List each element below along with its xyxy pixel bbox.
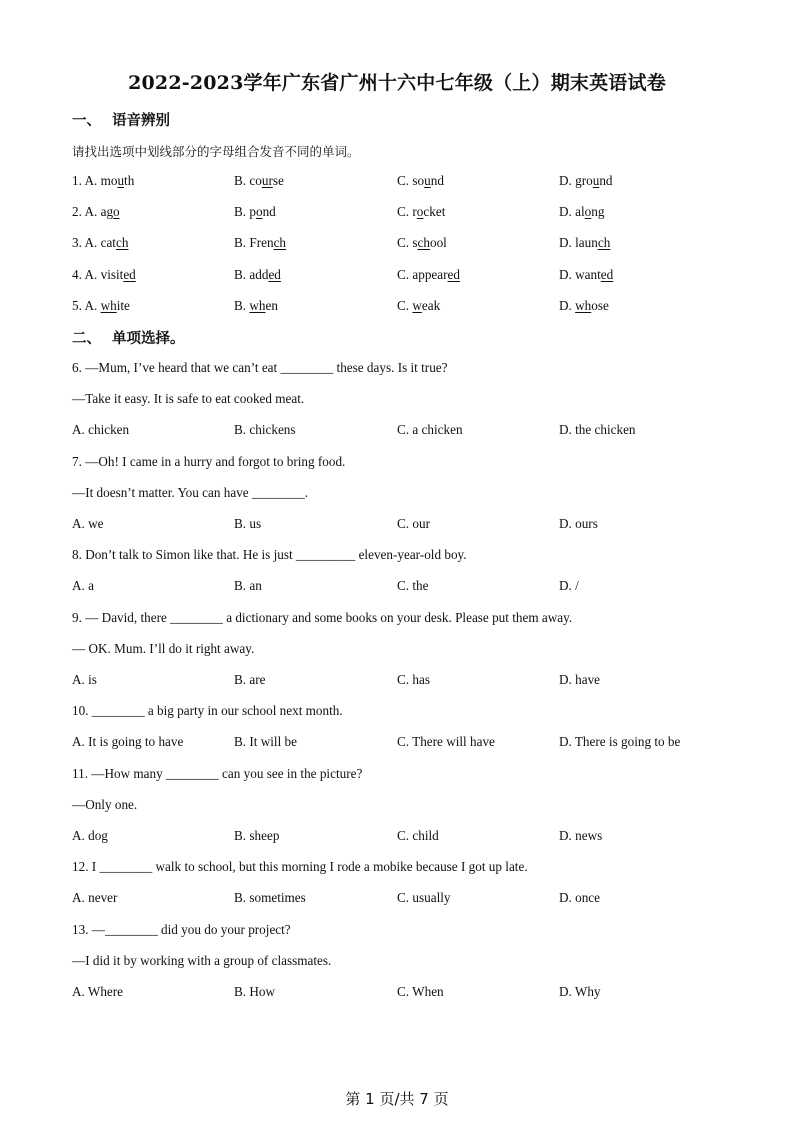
question-stem: 9. — David, there ________ a dictionary and some books on your desk. Please put them away.: [72, 609, 573, 625]
option-letter: B.: [234, 235, 247, 251]
phonics-option: [397, 204, 445, 220]
word-part: p: [249, 204, 256, 220]
word-part: nd: [599, 173, 613, 188]
option-letter: B.: [234, 297, 247, 313]
answer-option: A. we: [72, 516, 104, 531]
word-part: laun: [575, 235, 598, 251]
underlined-letters: o: [113, 204, 120, 220]
section-number: 一、: [72, 113, 101, 129]
answer-option: C. the: [397, 578, 429, 594]
question-stem: 7. —Oh! I came in a hurry and forgot to bring food.: [72, 453, 346, 469]
answer-option: B. It will be: [234, 734, 298, 750]
underlined-letters: o: [584, 204, 592, 220]
word-part: co: [249, 173, 262, 188]
option-letter: A.: [84, 266, 98, 282]
word-part: nd: [430, 173, 444, 188]
underlined-letters: o: [255, 204, 263, 220]
underlined-letters: ch: [417, 235, 430, 251]
answer-option: B. are: [234, 672, 266, 687]
question-stem: 13. —________ did you do your project?: [72, 921, 291, 937]
question-stem: 12. I ________ walk to school, but this morning I rode a mobike because I got up late.: [72, 859, 528, 875]
phonics-option: [397, 235, 447, 251]
question-number: 5.: [72, 297, 82, 313]
phonics-option: [72, 235, 128, 251]
answer-option: B. How: [234, 984, 276, 999]
question-number: 2.: [72, 204, 82, 220]
word-part: gro: [575, 173, 593, 188]
answer-option: C. a chicken: [397, 422, 463, 438]
answer-option: A. Where: [72, 984, 124, 999]
answer-option: A. is: [72, 672, 97, 687]
underlined-letters: w: [412, 297, 422, 313]
word-part: Fren: [249, 235, 274, 251]
word-part: want: [575, 266, 601, 282]
option-letter: B.: [234, 266, 247, 282]
option-letter: A.: [84, 204, 98, 220]
phonics-option: [72, 204, 120, 220]
answer-option: A. dog: [72, 828, 108, 843]
underlined-letters: o: [416, 204, 424, 220]
answer-option: D. There is going to be: [559, 734, 681, 750]
answer-option: D. once: [559, 890, 601, 906]
answer-option: A. It is going to have: [72, 734, 184, 750]
phonics-option: [234, 267, 281, 283]
answer-option: C. our: [397, 516, 430, 531]
answer-option: B. chickens: [234, 422, 296, 438]
word-part: se: [272, 173, 284, 188]
section-heading-multiple-choice: [72, 327, 185, 348]
word-part: cat: [100, 235, 116, 251]
underlined-letters: ch: [273, 235, 287, 251]
question-number: 1.: [72, 173, 82, 188]
answer-option: A. chicken: [72, 422, 130, 438]
page-footer: 第 1 页/共 7 页: [345, 1090, 449, 1108]
question-stem: 6. —Mum, I’ve heard that we can’t eat ________ these days. Is it true?: [72, 360, 448, 375]
word-part: visit: [100, 266, 124, 282]
phonics-option: [559, 298, 609, 314]
option-letter: C.: [397, 297, 410, 313]
phonics-option: [559, 173, 613, 189]
word-part: ool: [429, 235, 447, 251]
underlined-letters: ed: [447, 266, 460, 282]
answer-option: A. a: [72, 578, 94, 594]
phonics-option: [559, 204, 604, 220]
answer-option: C. has: [397, 672, 430, 687]
question-dialogue-line: —I did it by working with a group of classmates.: [72, 952, 332, 968]
option-letter: A.: [84, 235, 98, 251]
phonics-option: [234, 173, 284, 189]
option-letter: A.: [84, 297, 98, 313]
section-label: 单项选择。: [112, 331, 185, 347]
answer-option: D. news: [559, 828, 603, 843]
word-part: mo: [100, 173, 118, 188]
option-letter: C.: [397, 235, 410, 251]
answer-option: A. never: [72, 890, 118, 906]
answer-option: B. sometimes: [234, 890, 306, 906]
option-letter: D.: [559, 297, 572, 313]
phonics-option: [72, 173, 134, 189]
answer-option: D. the chicken: [559, 422, 636, 438]
underlined-letters: ed: [600, 266, 614, 282]
phonics-option: [234, 235, 286, 251]
underlined-letters: u: [117, 173, 125, 188]
answer-option: C. There will have: [397, 734, 495, 750]
underlined-letters: ed: [268, 266, 281, 282]
underlined-letters: ch: [597, 235, 611, 251]
underlined-letters: ed: [123, 266, 136, 282]
question-stem: 10. ________ a big party in our school next month.: [72, 703, 343, 719]
underlined-letters: ch: [115, 235, 129, 251]
word-part: r: [412, 204, 417, 220]
section-number: 二、: [72, 331, 101, 347]
word-part: so: [412, 173, 425, 188]
question-number: 4.: [72, 266, 82, 282]
answer-option: C. usually: [397, 890, 451, 906]
option-letter: C.: [397, 173, 410, 188]
underlined-letters: ur: [261, 173, 273, 188]
option-letter: D.: [559, 204, 572, 220]
section-label: 语音辨别: [112, 113, 170, 129]
answer-option: C. When: [397, 984, 444, 999]
option-letter: D.: [559, 266, 572, 282]
phonics-option: [72, 267, 136, 283]
word-part: en: [265, 297, 278, 313]
answer-option: D. have: [559, 672, 601, 687]
word-part: add: [249, 266, 269, 282]
phonics-option: [559, 267, 613, 283]
word-part: eak: [421, 297, 441, 313]
exam-title: 2022-2023学年广东省广州十六中七年级（上）期末英语试卷: [128, 72, 666, 94]
word-part: th: [124, 173, 135, 188]
phonics-instruction: 请找出选项中划线部分的字母组合发音不同的单词。: [72, 144, 360, 159]
option-letter: A.: [84, 173, 98, 188]
answer-option: C. child: [397, 828, 439, 843]
word-part: ag: [100, 204, 114, 220]
question-stem: 8. Don’t talk to Simon like that. He is just _________ eleven-year-old boy.: [72, 547, 467, 563]
phonics-option: [559, 235, 610, 251]
underlined-letters: u: [592, 173, 600, 188]
question-dialogue-line: —Take it easy. It is safe to eat cooked meat.: [72, 391, 305, 407]
option-letter: B.: [234, 204, 247, 220]
answer-option: B. an: [234, 578, 262, 594]
word-part: ose: [591, 297, 609, 313]
answer-option: B. us: [234, 516, 262, 531]
phonics-option: [397, 298, 440, 314]
underlined-letters: wh: [100, 297, 117, 313]
phonics-option: [72, 298, 130, 314]
phonics-option: [234, 298, 278, 314]
underlined-letters: wh: [575, 297, 592, 313]
word-part: s: [412, 235, 418, 251]
word-part: ite: [116, 297, 130, 313]
option-letter: D.: [559, 173, 572, 188]
phonics-option: [234, 204, 276, 220]
option-letter: D.: [559, 235, 572, 251]
question-dialogue-line: —It doesn’t matter. You can have ________.: [72, 484, 309, 500]
word-part: nd: [262, 204, 276, 220]
underlined-letters: u: [424, 173, 431, 188]
underlined-letters: wh: [249, 297, 266, 313]
option-letter: C.: [397, 204, 410, 220]
answer-option: B. sheep: [234, 828, 280, 843]
answer-option: D. Why: [559, 984, 601, 999]
phonics-option: [397, 173, 444, 189]
question-stem: 11. —How many ________ can you see in the picture?: [72, 765, 363, 781]
answer-option: D. /: [559, 578, 579, 594]
question-number: 3.: [72, 235, 82, 251]
word-part: ng: [591, 204, 605, 220]
word-part: appear: [412, 266, 448, 282]
phonics-option: [397, 267, 460, 283]
answer-option: D. ours: [559, 516, 598, 531]
word-part: cket: [423, 204, 446, 220]
question-dialogue-line: — OK. Mum. I’ll do it right away.: [72, 640, 255, 656]
option-letter: C.: [397, 266, 410, 282]
word-part: al: [575, 204, 585, 220]
section-heading-phonics: [72, 109, 170, 130]
option-letter: B.: [234, 173, 247, 188]
question-dialogue-line: —Only one.: [72, 796, 138, 812]
